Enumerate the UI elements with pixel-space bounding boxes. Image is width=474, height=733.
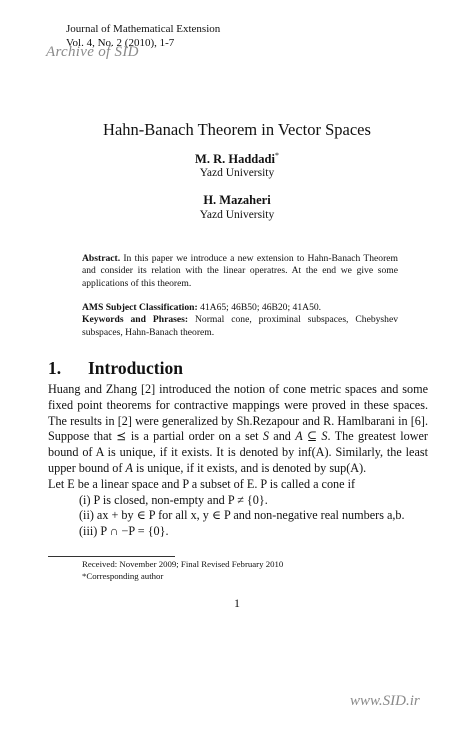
keywords-text: Normal cone, proximinal subspaces, Chebyshev subspaces, Hahn-Banach theorem. xyxy=(82,314,399,338)
msc-label: AMS Subject Classification: xyxy=(82,302,198,313)
abstract xyxy=(82,253,398,290)
abstract-label: Abstract. xyxy=(82,253,121,264)
sid-watermark: www.SID.ir xyxy=(350,693,420,709)
paragraph: Let E be a linear space and P a subset of E. P is called a cone if xyxy=(48,476,356,491)
footnote-received: Received: November 2009; Final Revised February 2010 xyxy=(82,559,284,569)
author-affiliation: Yazd University xyxy=(199,209,275,221)
footnote-corresponding: *Corresponding author xyxy=(82,570,164,581)
condition-item: (ii) ax + by ∈ P for all x, y ∈ P and non-negative real numbers a,b. xyxy=(79,508,405,523)
text-run: and xyxy=(268,429,296,444)
math-subset: A ⊆ S xyxy=(295,429,328,444)
author-name: H. Mazaheri xyxy=(203,193,271,207)
text-run: . The greatest lower bound of A is unique, if it exists. It is denoted by xyxy=(48,429,428,460)
body-text xyxy=(48,382,428,540)
section-number: 1. xyxy=(48,358,62,378)
math-sup: sup(A) xyxy=(329,460,364,475)
section-title: Introduction xyxy=(88,358,183,378)
author-mark: * xyxy=(274,151,279,160)
keywords-label: Keywords and Phrases: xyxy=(82,314,189,326)
text-run: is unique, if it exists, and is denoted by xyxy=(132,460,330,475)
msc-text: 41A65; 46B50; 46B20; 41A50. xyxy=(200,302,322,313)
abstract-text: In this paper we introduce a new extension to Hahn-Banach Theorem and consider its relation with the linear operatres. At the end we give some applications of this theorem. xyxy=(82,253,398,289)
classification-block xyxy=(82,302,398,339)
text-run: . xyxy=(363,460,367,475)
author-2 xyxy=(0,193,474,208)
math-S: S xyxy=(262,429,269,444)
author-affiliation: Yazd University xyxy=(199,167,275,179)
author-name: M. R. Haddadi xyxy=(195,152,275,167)
journal-volume: Vol. 4, No. 2 (2010), 1-7 xyxy=(66,37,175,49)
text-run: is a partial order on a set xyxy=(126,429,263,444)
archive-watermark: Archive of SID xyxy=(46,44,139,60)
section-heading xyxy=(48,358,183,379)
text-run: Huang and Zhang [2] introduced the notion of cone metric spaces and some fixed point theorems for contractive mappings were proved in these spaces. The results in [2] were generalized by Sh.Rezapour and R. Hamlbarani in [6]. Suppose that xyxy=(48,382,428,444)
math-inf: inf(A) xyxy=(298,445,329,460)
journal-name: Journal of Mathematical Extension xyxy=(66,23,221,35)
paper-title: Hahn-Banach Theorem in Vector Spaces xyxy=(103,120,371,139)
footnotes xyxy=(82,559,283,582)
math-preceq: ⪯ xyxy=(116,429,127,444)
footnote-rule xyxy=(48,556,175,557)
condition-item: (iii) P ∩ −P = {0}. xyxy=(79,524,169,539)
author-1 xyxy=(0,151,474,167)
condition-item: (i) P is closed, non-empty and P ≠ {0}. xyxy=(79,492,268,507)
text-run: . Similarly, the least upper bound of xyxy=(48,445,429,475)
paragraph xyxy=(48,382,428,477)
math-A: A xyxy=(125,460,133,475)
page-number: 1 xyxy=(234,596,240,610)
